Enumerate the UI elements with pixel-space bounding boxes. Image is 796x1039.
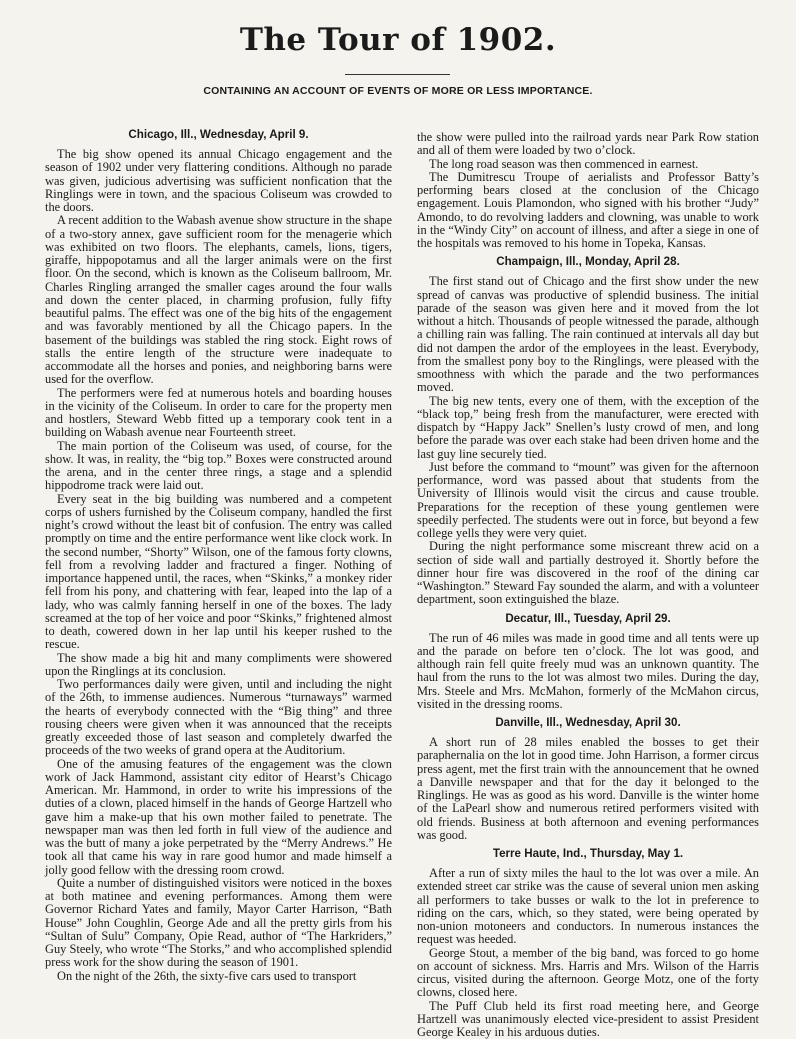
- section-heading-terre-haute: Terre Haute, Ind., Thursday, May 1.: [417, 847, 759, 861]
- paragraph: A short run of 28 miles enabled the bosses to get their paraphernalia on the lot in good time. John Harrison, a former circus press agent, met the first train with the announcement that he owned a Danville newspaper and that for the day it belonged to the Ringlings. He was as good as his word. Danville is the winter home of the LaPearl show and numerous retired performers visited with old friends. Business at both afternoon and evening performances was good.: [417, 736, 759, 842]
- right-column: [417, 131, 759, 1039]
- paragraph: Just before the command to “mount” was given for the afternoon performance, word was passed about that students from the University of Illinois would visit the circus and cause trouble. Preparations for the reception of these young gentlemen were speedily perfected. The students were out in force, but beyond a few college yells they were very quiet.: [417, 461, 759, 541]
- paragraph: The big show opened its annual Chicago engagement and the season of 1902 under very flattering conditions. Although no parade was given, judicious advertising was sufficient nonfication that the Ringlings were in town, and the spacious Coliseum was crowded to the doors.: [45, 148, 392, 214]
- paragraph: The main portion of the Coliseum was used, of course, for the show. It was, in reality, the “big top.” Boxes were constructed around the arena, and in the center three rings, a stage and a splendid hippodrome track were laid out.: [45, 440, 392, 493]
- paragraph: The big new tents, every one of them, with the exception of the “black top,” being fresh from the manufacturer, were erected with dispatch by “Happy Jack” Snellen’s lusty crowd of men, and long before the parade was over each stake had been driven home and the last guy line securely tied.: [417, 395, 759, 461]
- paragraph-continued: the show were pulled into the railroad yards near Park Row station and all of them were loaded by two o’clock.: [417, 131, 759, 158]
- paragraph: During the night performance some miscreant threw acid on a section of side wall and partially destroyed it. Shortly before the dinner hour fire was discovered in the roof of the dining car “Washington.” Steward Fay sounded the alarm, and with a volunteer department, soon extinguished the blaze.: [417, 540, 759, 606]
- page-title: The Tour of 1902.: [0, 22, 796, 58]
- paragraph: One of the amusing features of the engagement was the clown work of Jack Hammond, assistant city editor of Hearst’s Chicago American. Mr. Hammond, in order to write his impressions of the duties of a clown, placed himself in the hands of George Hartzell who gave him a make-up that his own mother failed to penetrate. The newspaper man was then led forth in full view of the audience and was the butt of many a joke perpetrated by the “Merry Andrews.” He took all that came his way in rare good humor and made himself a jolly good fellow with the dressing room crowd.: [45, 758, 392, 877]
- paragraph: The show made a big hit and many compliments were showered upon the Ringlings at its conclusion.: [45, 652, 392, 679]
- paragraph: Two performances daily were given, until and including the night of the 26th, to immense audiences. Numerous “turnaways” warmed the hearts of everybody connected with the “Big thing” and three rousing cheers were given when it was announced that the receipts greatly exceeded those of last season and completely dwarfed the proceeds of the two weeks of grand opera at the Auditorium.: [45, 678, 392, 758]
- paragraph: The Puff Club held its first road meeting here, and George Hartzell was unanimously elected vice-president to assist President George Kealey in his arduous duties.: [417, 1000, 759, 1039]
- paragraph: The run of 46 miles was made in good time and all tents were up and the parade on before ten o’clock. The lot was good, and although rain fell quite freely mud was an unknown quantity. The haul from the runs to the lot was almost two miles. During the day, Mrs. Steele and Mrs. McMahon, formerly of the McMahon circus, visited in the dressing rooms.: [417, 632, 759, 712]
- section-heading-chicago: Chicago, Ill., Wednesday, April 9.: [45, 128, 392, 142]
- paragraph: Quite a number of distinguished visitors were noticed in the boxes at both matinee and evening performances. Among them were Governor Richard Yates and family, Mayor Carter Harrison, “Bath House” John Coughlin, George Ade and all the pretty girls from his “Sultan of Sulu” Company, Opie Read, author of “The Harkriders,” Guy Steely, who wrote “The Storks,” and who accomplished splendid press work for the show during the season of 1901.: [45, 877, 392, 970]
- section-heading-decatur: Decatur, Ill., Tuesday, April 29.: [417, 612, 759, 626]
- paragraph: On the night of the 26th, the sixty-five cars used to transport: [45, 970, 392, 983]
- paragraph: The long road season was then commenced in earnest.: [417, 158, 759, 171]
- paragraph: Every seat in the big building was numbered and a competent corps of ushers furnished by the Coliseum company, handled the first night’s crowd without the least bit of confusion. The entry was called promptly on time and the entire performance went like clock work. In the second number, “Shorty” Wilson, one of the famous forty clowns, fell from a revolving ladder and fractured a finger. Nothing of importance happened until, the races, when “Skinks,” a monkey rider fell from his pony, and chattering with fear, leaped into the lap of a lady, who was calmly fanning herself in one of the boxes. The lady screamed at the top of her voice and poor “Skinks,” frightened almost to death, cowered down in her lap until his keeper rushed to the rescue.: [45, 493, 392, 652]
- paragraph: After a run of sixty miles the haul to the lot was over a mile. An extended street car strike was the cause of several union men asking all performers to take busses or walk to the lot in preference to riding on the cars, which, so they stated, were being operated by non-union motoneers and conductors. In numerous instances the request was heeded.: [417, 867, 759, 947]
- section-heading-danville: Danville, Ill., Wednesday, April 30.: [417, 716, 759, 730]
- paragraph: George Stout, a member of the big band, was forced to go home on account of sickness. Mrs. Harris and Mrs. Wilson of the Harris circus, visited during the afternoon. George Motz, one of the forty clowns, closed here.: [417, 947, 759, 1000]
- section-heading-champaign: Champaign, Ill., Monday, April 28.: [417, 255, 759, 269]
- paragraph: The first stand out of Chicago and the first show under the new spread of canvas was productive of splendid business. The initial parade of the season was given here and it moved from the lot without a hitch. Thousands of people witnessed the parade, although a chilling rain was falling. The rain continued at intervals all day but did not dampen the ardor of the employees in the least. Everybody, from the smallest pony boy to the Ringlings, were pleased with the smoothness with which the parade and the two performances moved.: [417, 275, 759, 394]
- paragraph: A recent addition to the Wabash avenue show structure in the shape of a two-story annex, gave sufficient room for the menagerie which was exhibited on two floors. The elephants, camels, lions, tigers, giraffe, hippopotamus and all the larger animals were on the first floor. On the second, which is known as the Coliseum ballroom, Mr. Charles Ringling arranged the smaller cages around the four walls and down the center placed, in charming profusion, fully fifty beautiful palms. The effect was one of the big hits of the engagement and was favorably mentioned by all the Chicago papers. In the basement of the buildings was stabled the ring stock. Eight rows of stalls the entire length of the structure were inadequate to accommodate all the horses and ponies, and neighboring barns were used for the overflow.: [45, 214, 392, 386]
- paragraph: The performers were fed at numerous hotels and boarding houses in the vicinity of the Coliseum. In order to care for the property men and hostlers, Steward Webb fitted up a temporary cook tent in a building on Wabash avenue near Fourteenth street.: [45, 387, 392, 440]
- title-divider: [345, 74, 450, 75]
- left-column: [45, 128, 392, 983]
- paragraph: The Dumitrescu Troupe of aerialists and Professor Batty’s performing bears closed at the conclusion of the Chicago engagement. Louis Plamondon, who signed with his brother “Judy” Amondo, to do revolving ladders and clowning, was unable to work in the “Windy City” on account of illness, and after a siege in one of the hospitals was removed to his home in Topeka, Kansas.: [417, 171, 759, 251]
- page-subtitle: CONTAINING AN ACCOUNT OF EVENTS OF MORE OR LESS IMPORTANCE.: [0, 85, 796, 97]
